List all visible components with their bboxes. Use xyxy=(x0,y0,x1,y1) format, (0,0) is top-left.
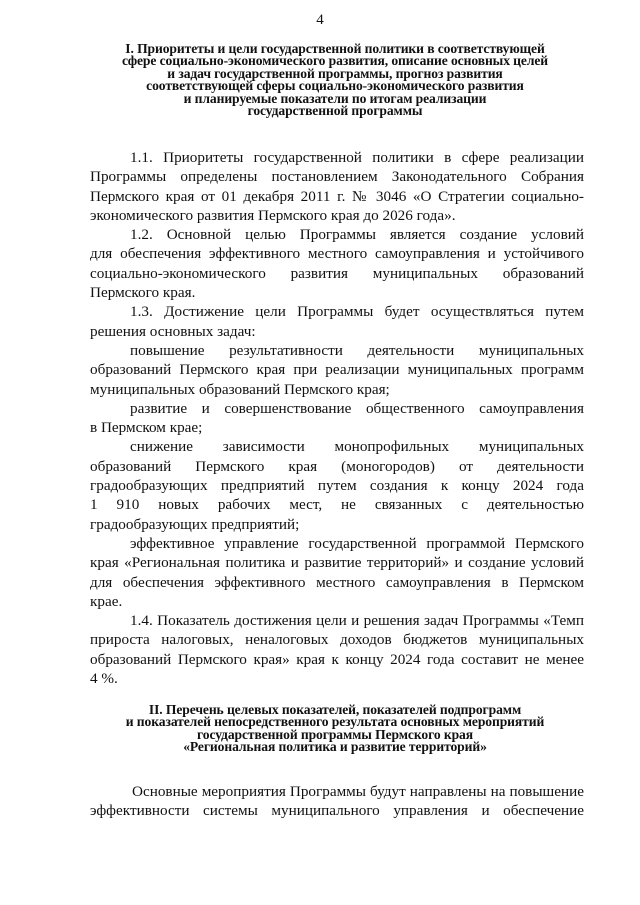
paragraph-line: образований Пермского края (моногородов) от деятельности xyxy=(90,457,584,475)
paragraph-line: экономического развития Пермского края до 2026 года». xyxy=(90,206,456,224)
paragraph-line: прироста налоговых, неналоговых доходов бюджетов муниципальных xyxy=(90,631,584,649)
paragraph-line: снижение зависимости монопрофильных муниципальных xyxy=(130,438,584,456)
page-number: 4 xyxy=(316,12,324,28)
paragraph-line: 1 910 новых рабочих мест, не связанных с деятельностью xyxy=(90,496,584,514)
section-1-body xyxy=(90,148,584,688)
paragraph-line: 1.4. Показатель достижения цели и решения задач Программы «Темп xyxy=(130,612,584,630)
paragraph-line: образований Пермского края» края к концу 2024 года составит не менее xyxy=(90,650,584,668)
paragraph-line: решения основных задач: xyxy=(90,322,256,340)
section-2-heading xyxy=(80,704,590,754)
paragraph-line: 1.3. Достижение цели Программы будет осуществляться путем xyxy=(130,303,584,321)
paragraph-line: социально-экономического развития муниципальных образований xyxy=(90,264,584,282)
paragraph-line: 1.2. Основной целью Программы является создание условий xyxy=(130,226,584,244)
heading-line: сфере социально-экономического развития, описание основных целей xyxy=(121,53,549,69)
paragraph-line: образований Пермского края при реализации муниципальных программ xyxy=(90,361,584,379)
paragraph-line: Основные мероприятия Программы будут направлены на повышение xyxy=(132,783,584,800)
paragraph-line: 1.1. Приоритеты государственной политики в сфере реализации xyxy=(130,149,584,166)
heading-line: и планируемые показатели по итогам реализации xyxy=(183,90,487,106)
paragraph-line: Пермского края от 01 декабря 2011 г. № 3046 «О Стратегии социально- xyxy=(90,187,584,205)
paragraph-line: градообразующих предприятий путем создания к концу 2024 года xyxy=(90,477,584,495)
paragraph-line: Программы определены постановлением Законодательного Собрания xyxy=(90,168,584,186)
heading-line: и показателей непосредственного результата основных мероприятий xyxy=(125,714,545,730)
paragraph-line: края «Региональная политика и развитие территорий» и создание условий xyxy=(90,554,584,572)
paragraph-line: Пермского края. xyxy=(90,284,196,302)
paragraph-line: для обеспечения эффективного местного самоуправления и устойчивого xyxy=(90,245,584,263)
paragraph-line: муниципальных образований Пермского края; xyxy=(90,380,390,398)
heading-line: I. Приоритеты и цели государственной политики в соответствующей xyxy=(125,41,545,56)
paragraph-line: эффективности системы муниципального управления и обеспечение xyxy=(90,802,584,820)
heading-line: II. Перечень целевых показателей, показателей подпрограмм xyxy=(148,702,522,717)
section-2-body xyxy=(90,782,584,821)
heading-line: государственной программы Пермского края xyxy=(197,726,473,742)
heading-line: соответствующей сферы социально-экономического развития xyxy=(146,78,524,94)
section-1-heading xyxy=(80,43,590,117)
heading-line: государственной программы xyxy=(247,103,423,119)
paragraph-line: повышение результативности деятельности муниципальных xyxy=(130,341,584,359)
paragraph-line: для обеспечения эффективного местного самоуправления в Пермском xyxy=(90,573,584,591)
paragraph-line: развитие и совершенствование общественного самоуправления xyxy=(130,399,584,417)
paragraph-line: в Пермском крае; xyxy=(90,419,203,437)
paragraph-line: крае. xyxy=(90,592,123,610)
heading-line: «Региональная политика и развитие территорий» xyxy=(183,739,487,755)
paragraph-line: эффективное управление государственной программой Пермского xyxy=(130,534,584,552)
paragraph-line: градообразующих предприятий; xyxy=(90,515,300,533)
heading-line: и задач государственной программы, прогноз развития xyxy=(167,65,503,81)
paragraph-line: 4 %. xyxy=(90,670,118,688)
